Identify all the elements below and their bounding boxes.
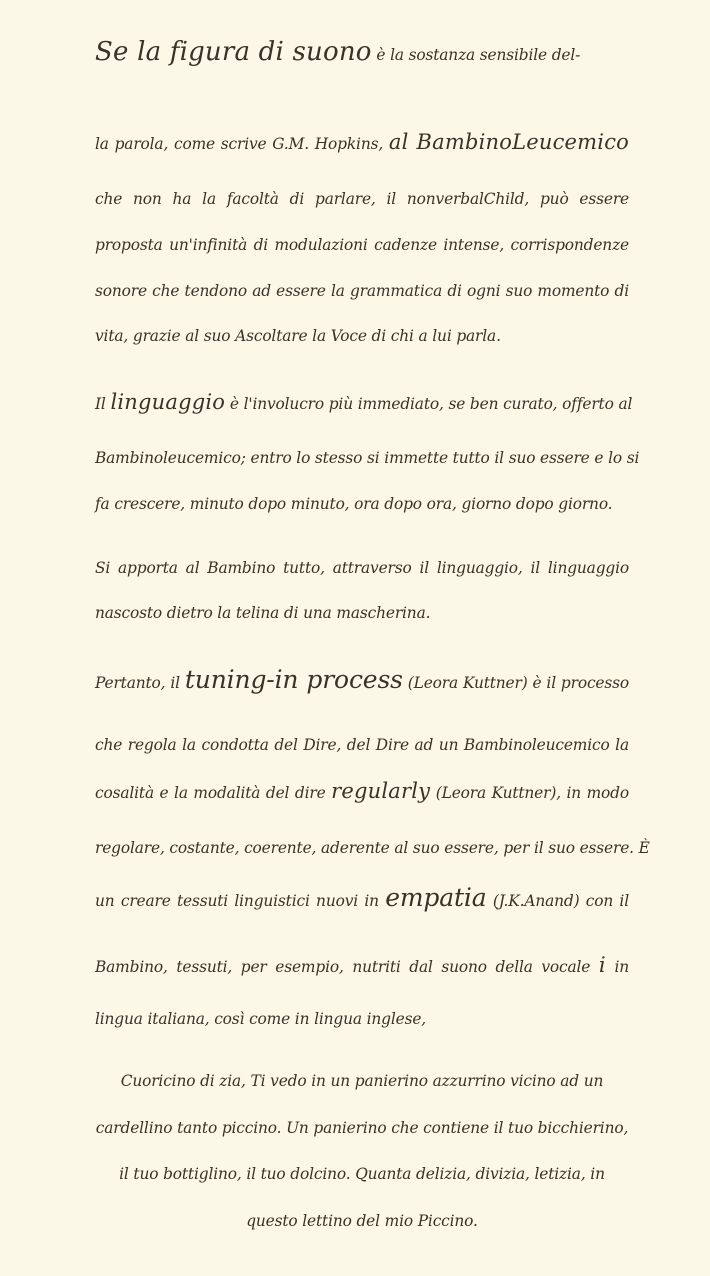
verse-line4: questo lettino del mio Piccino. (246, 1212, 478, 1230)
p2-line2: Bambinoleucemico; entro lo stesso si immette tutto il suo essere e lo si (95, 449, 640, 467)
p4-line5-rest: (J.K.Anand) con il (492, 892, 629, 910)
p1-line2 (95, 130, 629, 156)
p4-line7: lingua italiana, così come in lingua inglese, (95, 1010, 427, 1028)
p4-line3 (95, 779, 629, 805)
opening-phrase: Se la figura di suono (95, 37, 372, 67)
p1-line2-text: la parola, come scrive G.M. Hopkins, (95, 135, 384, 153)
p4-line1-emph: tuning-in process (184, 665, 403, 694)
p3-line1: Si apporta al Bambino tutto, attraverso il linguaggio, il linguaggio (95, 559, 629, 577)
verse-line1: Cuoricino di zia, Ti vedo in un panierino azzurrino vicino ad un (120, 1072, 604, 1090)
p4-line5 (95, 883, 629, 913)
p4-line3-rest: (Leora Kuttner), in modo (435, 784, 629, 802)
p1-line2-emph: al BambinoLeucemico (388, 130, 629, 154)
p4-line1-rest: (Leora Kuttner) è il processo (407, 674, 629, 692)
p4-line2: che regola la condotta del Dire, del Dire ad un Bambinoleucemico la (95, 736, 629, 754)
p4-line4: regolare, costante, coerente, aderente al suo essere, per il suo essere. È (95, 839, 650, 857)
p1-line1 (95, 37, 629, 67)
p1-line5: sonore che tendono ad essere la grammatica di ogni suo momento di (95, 282, 629, 300)
p4-line5-pre: un creare tessuti linguistici nuovi in (95, 892, 379, 910)
p4-line3-emph: regularly (331, 779, 431, 803)
p3-line2: nascosto dietro la telina di una mascherina. (95, 604, 431, 622)
p2-line1-emph: linguaggio (110, 390, 226, 414)
p2-line1 (95, 390, 633, 416)
p4-line6-emph: i (598, 953, 606, 977)
p4-line6 (95, 953, 629, 979)
p1-line6: vita, grazie al suo Ascoltare la Voce di chi a lui parla. (95, 327, 501, 345)
verse-line3: il tuo bottiglino, il tuo dolcino. Quanta delizia, divizia, letizia, in (119, 1165, 605, 1183)
p4-line5-emph: empatia (385, 883, 487, 912)
p4-line6-rest: in (614, 958, 629, 976)
p4-line3-pre: cosalità e la modalità del dire (95, 784, 326, 802)
p2-line1-pre: Il (95, 395, 106, 413)
p1-line4: proposta un'infinità di modulazioni cadenze intense, corrispondenze (95, 236, 629, 254)
p4-line6-pre: Bambino, tessuti, per esempio, nutriti dal suono della vocale (95, 958, 591, 976)
p2-line1-rest: è l'involucro più immediato, se ben curato, offerto al (229, 395, 633, 413)
p1-line3: che non ha la facoltà di parlare, il nonverbalChild, può essere (95, 190, 629, 208)
p4-line1 (95, 665, 629, 695)
verse-line2: cardellino tanto piccino. Un panierino che contiene il tuo bicchierino, (95, 1119, 629, 1137)
p4-line1-pre: Pertanto, il (95, 674, 180, 692)
p2-line3: fa crescere, minuto dopo minuto, ora dopo ora, giorno dopo giorno. (95, 495, 613, 513)
p1-line1-rest: è la sostanza sensibile del- (376, 46, 581, 64)
